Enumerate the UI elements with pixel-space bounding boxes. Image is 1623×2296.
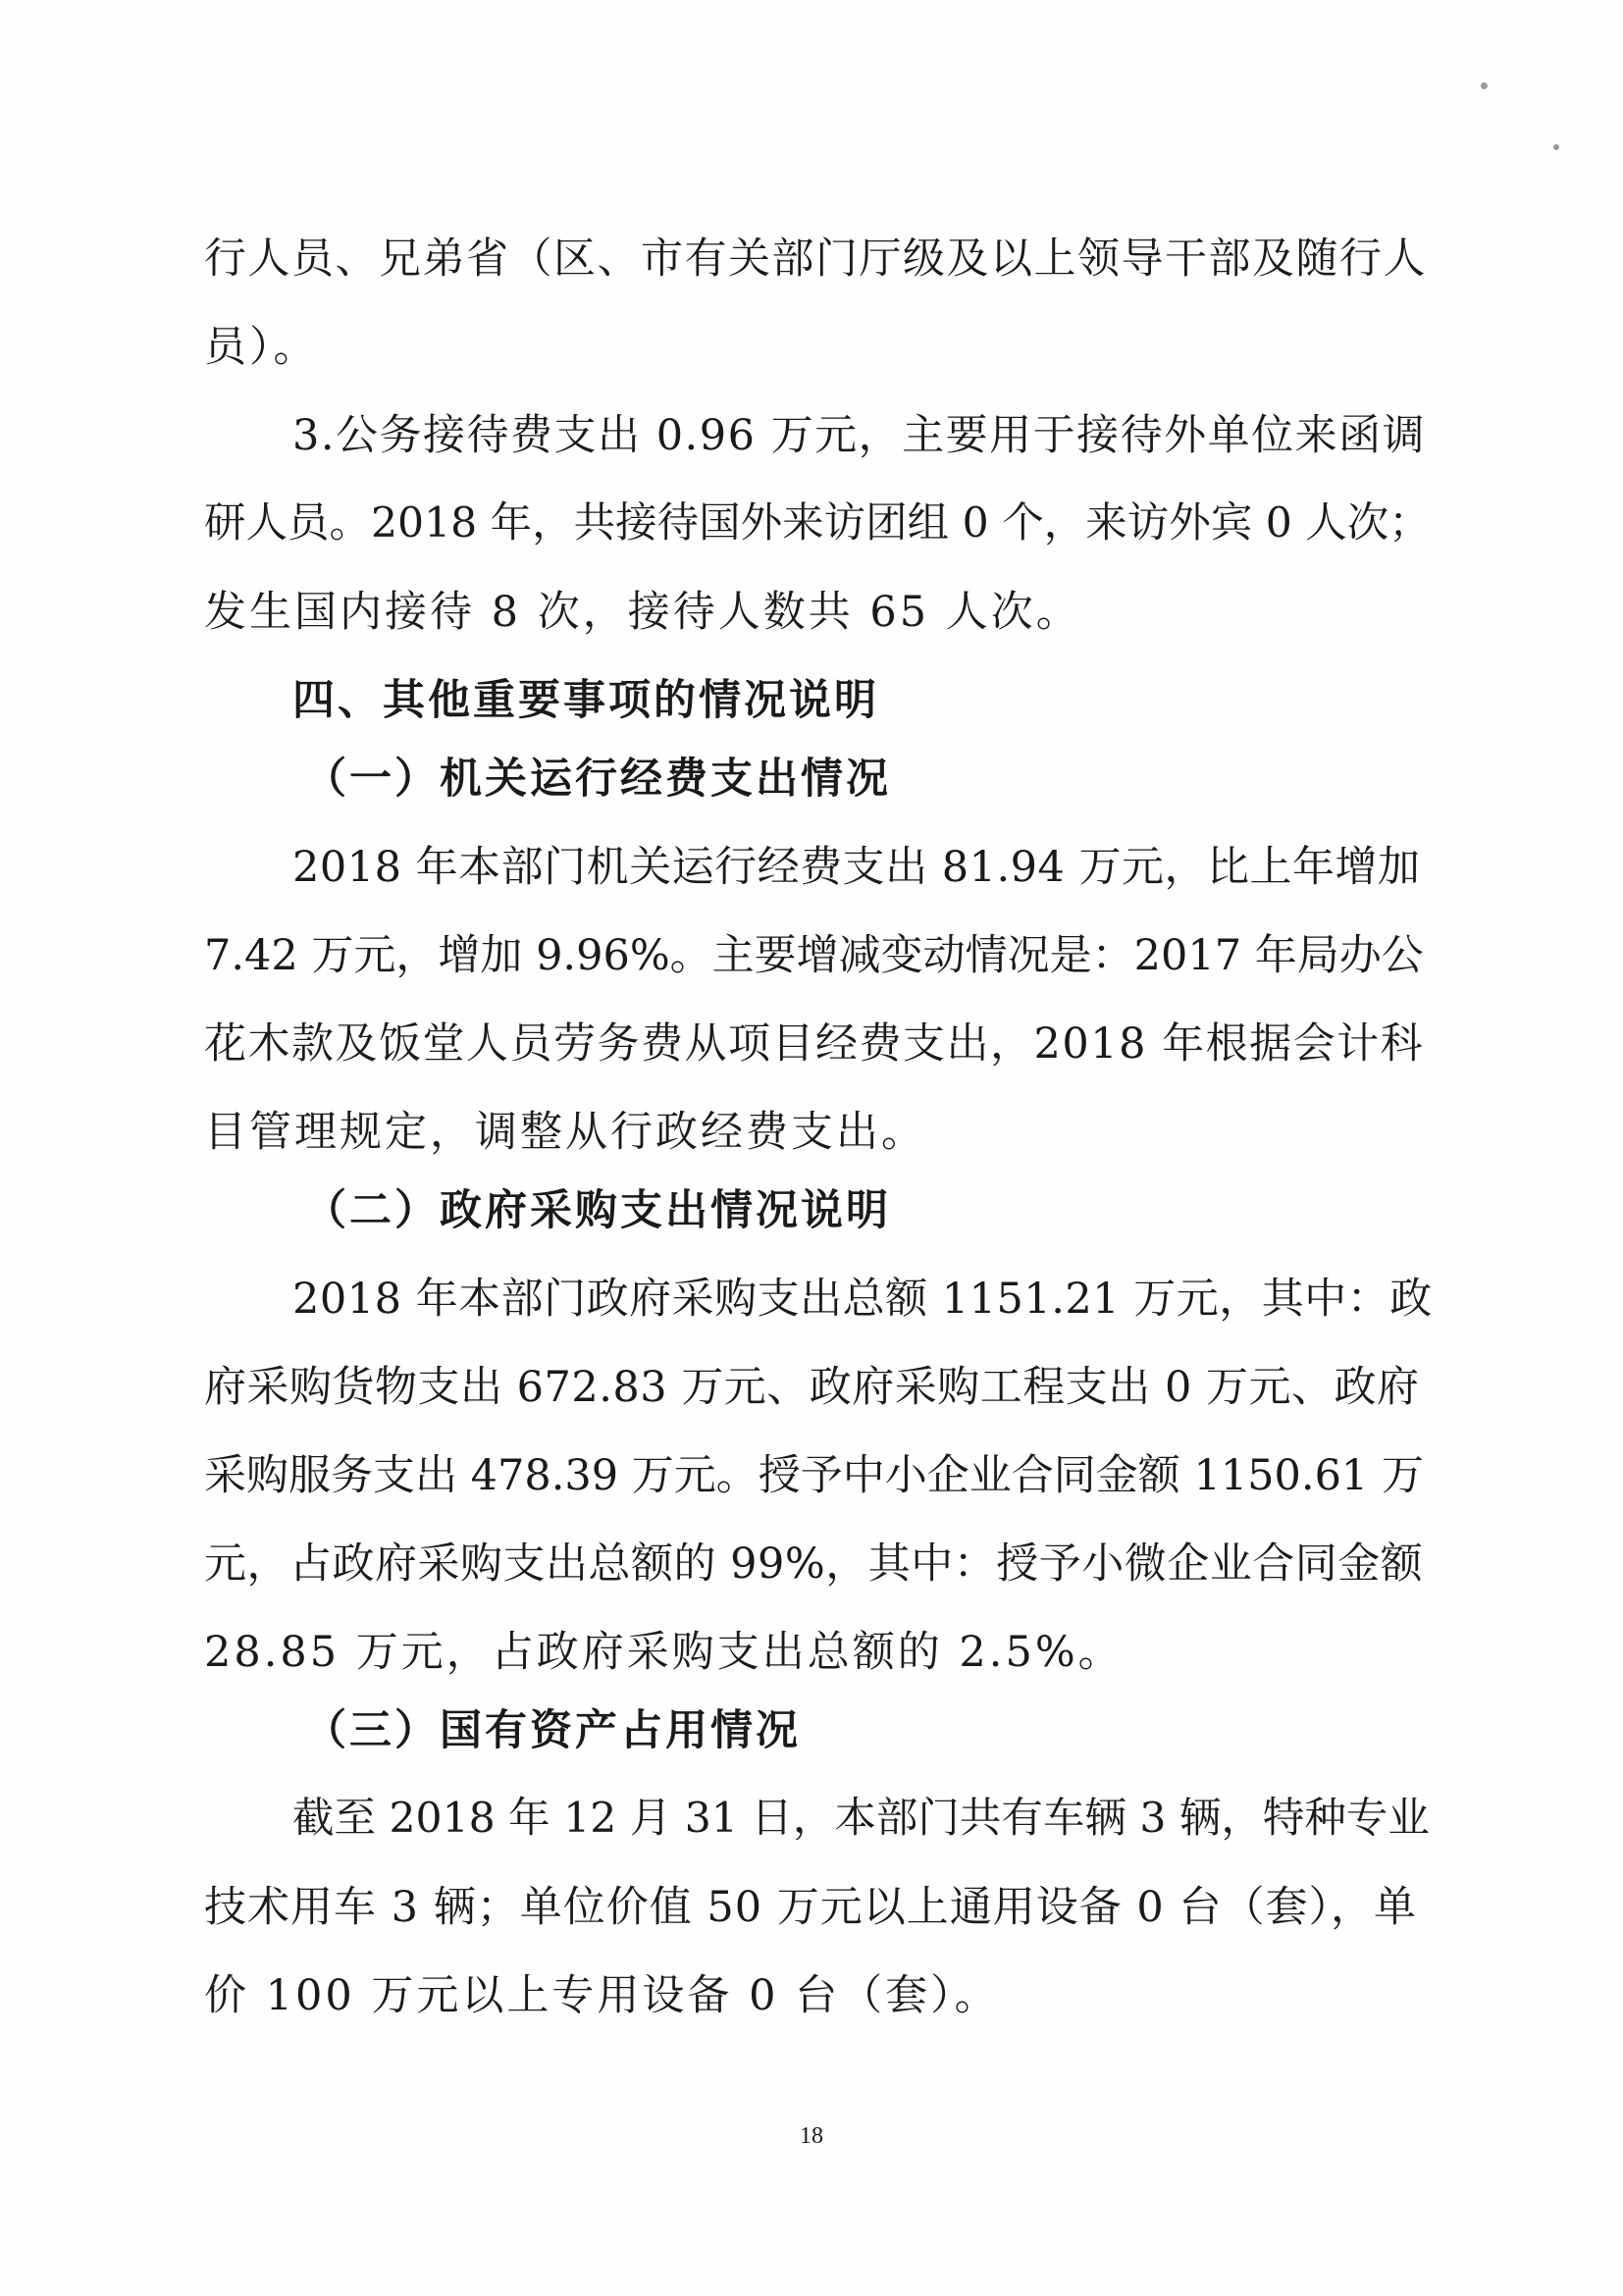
paragraph-line: 花木款及饭堂人员劳务费从项目经费支出，2018 年根据会计科 [204, 1019, 1425, 1069]
paragraph-line: 发生国内接待 8 次，接待人数共 65 人次。 [204, 588, 1081, 637]
paragraph-line: 28.85 万元，占政府采购支出总额的 2.5%。 [204, 1628, 1124, 1677]
paragraph-line: 行人员、兄弟省（区、市有关部门厅级及以上领导干部及随行人 [204, 235, 1427, 284]
paragraph-line: 元，占政府采购支出总额的 99%，其中：授予小微企业合同金额 [204, 1539, 1424, 1589]
subsection-heading: （二）政府采购支出情况说明 [304, 1186, 891, 1235]
scan-speck [1553, 144, 1559, 150]
paragraph-line: 目管理规定，调整从行政经费支出。 [204, 1108, 926, 1157]
page-number: 18 [800, 2123, 823, 2149]
paragraph-line: 研人员。2018 年，共接待国外来访团组 0 个，来访外宾 0 人次； [204, 499, 1431, 548]
paragraph-line: 采购服务支出 478.39 万元。授予中小企业合同金额 1150.61 万 [204, 1451, 1424, 1500]
subsection-heading: （一）机关运行经费支出情况 [304, 755, 891, 804]
paragraph-line: 价 100 万元以上专用设备 0 台（套）。 [204, 1971, 1000, 2020]
scan-speck [1481, 82, 1488, 89]
paragraph-line: 2018 年本部门政府采购支出总额 1151.21 万元，其中：政 [292, 1275, 1433, 1324]
paragraph-line: 7.42 万元，增加 9.96%。主要增减变动情况是：2017 年局办公 [204, 931, 1424, 980]
paragraph-line: 截至 2018 年 12 月 31 日，本部门共有车辆 3 辆，特种专业 [292, 1795, 1430, 1843]
paragraph-line: 员）。 [204, 323, 319, 372]
paragraph-line: 3.公务接待费支出 0.96 万元，主要用于接待外单位来函调 [292, 411, 1427, 460]
paragraph-line: 技术用车 3 辆；单位价值 50 万元以上通用设备 0 台（套），单 [204, 1883, 1417, 1932]
section-heading: 四、其他重要事项的情况说明 [292, 676, 879, 725]
subsection-heading: （三）国有资产占用情况 [304, 1706, 801, 1755]
paragraph-line: 府采购货物支出 672.83 万元、政府采购工程支出 0 万元、政府 [204, 1363, 1420, 1412]
paragraph-line: 2018 年本部门机关运行经费支出 81.94 万元，比上年增加 [292, 843, 1421, 892]
